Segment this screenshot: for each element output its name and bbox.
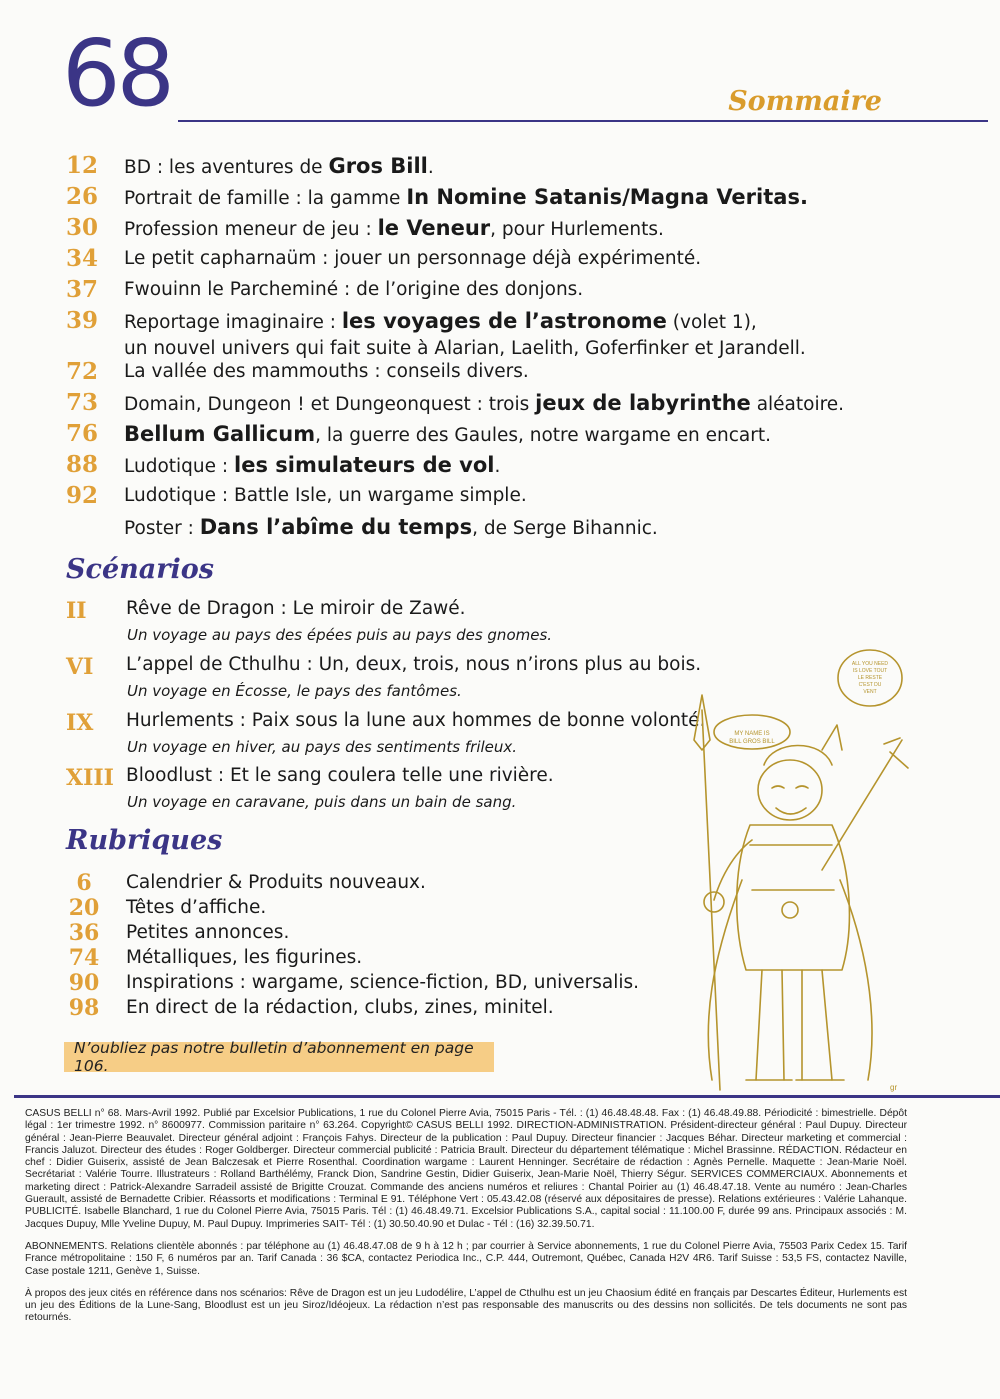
toc-entry-text-block: [124, 245, 701, 273]
rubrique-page-number: 90: [68, 969, 100, 996]
scenario-subtitle: Un voyage en Écosse, le pays des fantômes.: [127, 682, 462, 700]
toc-highlight: Gros Bill: [328, 154, 428, 178]
toc-entry-text-block: [124, 420, 771, 450]
toc-text-part: , la guerre des Gaules, notre wargame en encart.: [315, 425, 771, 446]
imprint: [25, 1108, 907, 1335]
rubrique-number-cell: [66, 945, 126, 971]
scenario-item: [66, 765, 726, 815]
toc-entry-text-block: [124, 276, 583, 304]
rubrique-number-cell: [66, 895, 126, 921]
rubriques-list: [66, 870, 766, 1020]
scenario-number: XIII: [66, 765, 114, 791]
toc-highlight: les simulateurs de vol: [234, 453, 495, 477]
toc-entry-text: [124, 214, 664, 244]
rubrique-item: [66, 995, 766, 1020]
rubrique-text: Petites annonces.: [126, 922, 290, 943]
scenario-item: [66, 654, 726, 704]
toc-entry: [66, 358, 966, 389]
toc-entry-text: [124, 482, 527, 510]
rubrique-text: Têtes d’affiche.: [126, 897, 267, 918]
toc-highlight: le Veneur: [377, 216, 491, 240]
footer-rule: [14, 1095, 1000, 1098]
rubrique-item: [66, 920, 766, 945]
rubrique-item: [66, 870, 766, 895]
rubrique-item: [66, 970, 766, 995]
scenario-title: Hurlements : Paix sous la lune aux hommes de bonne volonté.: [126, 710, 706, 731]
toc-text-part: .: [427, 157, 434, 178]
rubrique-number-cell: [66, 920, 126, 946]
rubrique-page-number: 36: [68, 919, 100, 946]
rubrique-text: Inspirations : wargame, science-fiction, BD, universalis.: [126, 972, 640, 993]
rubrique-item: [66, 945, 766, 970]
imprint-paragraph: ABONNEMENTS. Relations clientèle abonnés : par téléphone au (1) 46.48.47.08 de 9 h à 12 h ; par courrier à Service abonnements, 1 rue du Colonel Pierre Avia, 75503 Parix Cedex 15. Tarif France métropolitaine : 150 F, 6 numéros par an. Tarif Canada : 36 $CA, contactez Periodica Inc., C.P. 444, Outremont, Québec, Canada H2V 4R6. Tarif Suisse : 53,5 FS, contactez Naville, Case postale 1211, Genève 1, Suisse.: [25, 1240, 907, 1277]
toc-entry-text: [124, 513, 658, 543]
toc-entry: [66, 214, 966, 245]
toc-entry-text: [124, 183, 808, 213]
toc-entry: [66, 276, 966, 307]
scenario-title: Bloodlust : Et le sang coulera telle une rivière.: [126, 765, 554, 786]
imprint-paragraph: CASUS BELLI n° 68. Mars-Avril 1992. Publié par Excelsior Publications, 1 rue du Colonel Pierre Avia, 75015 Paris - Tél. : (1) 46.48.48.48. Fax : (1) 46.48.49.88. Périodicité : bimestrielle. Dépôt légal : 1er trimestre 1992. n° 8600977. Commission paritaire n° 63.264. Copyright© CASUS BELLI 1992. DIRECTION-ADMINISTRATION. Président-directeur général : Paul Dupuy. Directeur général : Jean-Pierre Beauvalet. Directeur général adjoint : François Fahys. Directeur de la publication : Paul Dupuy. Directeur financier : Jacques Béhar. Directeur marketing et commercial : Francis Jaluzot. Directeur des études : Roger Goldberger. Directeur commercial publicité : Patricia Brault. Directeur du département télématique : Michel Brassinne. RÉDACTION. Rédacteur en chef : Didier Guiserix, assisté de Jean Balczesak et Pierre Rosenthal. Coordination wargame : Laurent Henninger. Secrétaire de rédaction : Agnès Pernelle. Maquette : Jean-Marie Noël. Secrétariat : Valérie Tourre. Illustrateurs : Rolland Barthélémy, Franck Dion, Sandrine Gestin, Didier Guiserix, Jean-Marie Noël, Thierry Ségur. SERVICES COMMERCIAUX. Abonnements et marketing direct : Patrick-Alexandre Sarradeil assisté de Brigitte Crouzat. Commande des anciens numéros et reliures : Chantal Poirier au (1) 46.48.47.18. Vente au numéro : Jean-Charles Guerault, assisté de Bernadette Cribier. Réassorts et modifications : Terminal E 91. Téléphone Vert : 05.43.42.08 (réservé aux dépositaires de presse). Relations extérieures : Valérie Lahanque. PUBLICITÉ. Isabelle Blanchard, 1 rue du Colonel Pierre Avia, 75015 Paris. Tél : (1) 46.48.49.71. Excelsior Publications S.A., capital social : 11.100.00 F, durée 99 ans. Principaux associés : M. Jacques Dupuy, Mlle Yveline Dupuy, M. Paul Dupuy. Imprimeries SAIT- Tél : (1) 30.50.40.90 et Dulac - Tél : (16) 32.39.50.71.: [25, 1108, 907, 1230]
toc-entry: [66, 482, 966, 513]
toc-highlight: les voyages de l’astronome: [341, 309, 667, 333]
toc-text-part: , pour Hurlements.: [490, 219, 664, 240]
toc-entry: [66, 152, 966, 183]
scenario-number: IX: [66, 710, 94, 736]
toc-entry-text-block: [124, 152, 434, 182]
toc-entry-text: [124, 420, 771, 450]
toc-entry-text-block: [124, 451, 500, 481]
toc-page-number: 88: [66, 451, 99, 478]
toc-entry-text: [124, 307, 806, 337]
toc-entry-text-block: [124, 389, 844, 419]
scenario-subtitle: Un voyage au pays des épées puis au pays des gnomes.: [127, 626, 553, 644]
toc-text-part: Fwouinn le Parcheminé : de l’origine des donjons.: [124, 279, 584, 300]
scenario-item: [66, 598, 726, 648]
subscription-note: N’oubliez pas notre bulletin d’abonnement en page 106.: [64, 1042, 494, 1072]
toc-highlight: jeux de labyrinthe: [535, 391, 751, 415]
header-rule: [178, 120, 988, 122]
toc-entry-text-block: [124, 358, 529, 386]
rubrique-text: Calendrier & Produits nouveaux.: [126, 872, 426, 893]
rubrique-item: [66, 895, 766, 920]
toc-entry-text-block: [124, 183, 808, 213]
rubrique-text: En direct de la rédaction, clubs, zines, minitel.: [126, 997, 554, 1018]
toc-entry-text: [124, 451, 500, 481]
toc-entry-text-block: [124, 482, 527, 510]
page-title: Sommaire: [728, 86, 882, 117]
toc-highlight: In Nomine Satanis/Magna Veritas.: [406, 185, 808, 209]
toc-entry: [66, 451, 966, 482]
toc-entry-text: [124, 245, 701, 273]
scenario-subtitle: Un voyage en hiver, au pays des sentiments frileux.: [127, 738, 518, 756]
rubrique-page-number: 6: [76, 869, 92, 896]
rubrique-page-number: 98: [68, 994, 100, 1021]
gros-bill-illustration: [672, 640, 912, 1095]
scenario-title: Rêve de Dragon : Le miroir de Zawé.: [126, 598, 466, 619]
toc-text-part: BD : les aventures de: [124, 157, 329, 178]
issue-number: 68: [62, 20, 172, 127]
toc-text-part: Portrait de famille : la gamme: [124, 188, 407, 209]
toc-entry: [66, 245, 966, 276]
scenario-subtitle: Un voyage en caravane, puis dans un bain de sang.: [127, 793, 517, 811]
scenarios-title: Scénarios: [66, 554, 214, 585]
table-of-contents: [66, 152, 966, 541]
toc-entry: [66, 307, 966, 358]
toc-text-part: Domain, Dungeon ! et Dungeonquest : trois: [124, 394, 536, 415]
toc-page-number: 92: [66, 482, 99, 509]
toc-entry-line2: un nouvel univers qui fait suite à Alarian, Laelith, Goferfinker et Jarandell.: [124, 338, 806, 359]
toc-page-number: 73: [66, 389, 99, 416]
toc-page-number: 30: [66, 214, 99, 241]
bubble-2-text: MY NAME IS BILL GROS BILL: [729, 731, 775, 745]
toc-text-part: Ludotique :: [124, 456, 235, 477]
toc-page-number: 26: [66, 183, 99, 210]
toc-entry: [66, 420, 966, 451]
toc-entry-text-block: [124, 307, 806, 361]
toc-text-part: , de Serge Bihannic.: [472, 518, 658, 539]
rubrique-number-cell: [66, 870, 126, 896]
toc-text-part: Le petit capharnaüm : jouer un personnage déjà expérimenté.: [124, 248, 702, 269]
rubrique-page-number: 74: [68, 944, 100, 971]
toc-page-number: 12: [66, 152, 99, 179]
toc-text-part: .: [494, 456, 501, 477]
rubrique-text: Métalliques, les figurines.: [126, 947, 363, 968]
toc-entry-text: [124, 152, 434, 182]
toc-text-part: aléatoire.: [750, 394, 845, 415]
rubrique-number-cell: [66, 970, 126, 996]
rubrique-page-number: 20: [68, 894, 100, 921]
toc-text-part: Profession meneur de jeu :: [124, 219, 378, 240]
scenario-number: VI: [66, 654, 94, 680]
toc-entry-text: [124, 389, 844, 419]
rubriques-title: Rubriques: [66, 825, 223, 856]
toc-entry: [66, 389, 966, 420]
toc-text-part: Reportage imaginaire :: [124, 312, 342, 333]
toc-page-number: 37: [66, 276, 99, 303]
toc-entry: [66, 513, 966, 541]
toc-page-number: 76: [66, 420, 99, 447]
toc-page-number: 72: [66, 358, 99, 385]
toc-text-part: Poster :: [124, 518, 200, 539]
toc-highlight: Dans l’abîme du temps: [199, 515, 473, 539]
toc-page-number: 39: [66, 307, 99, 334]
toc-text-part: Ludotique : Battle Isle, un wargame simple.: [124, 485, 527, 506]
rubrique-number-cell: [66, 995, 126, 1021]
toc-entry-text: [124, 276, 583, 304]
imprint-paragraph: À propos des jeux cités en référence dans nos scénarios: Rêve de Dragon est un jeu Ludodélire, L’appel de Cthulhu est un jeu Chaosium édité en français par Descartes Éditeur, Hurlements est un jeu des Éditions de la Lune-Sang, Bloodlust est un jeu Siroz/Idéojeux. La rédaction n’est pas responsable des manuscrits ou des dessins non sollicités. De tels documents ne sont pas retournés.: [25, 1287, 907, 1324]
toc-highlight: Bellum Gallicum: [124, 422, 316, 446]
bubble-1-text: ALL YOU NEED IS LOVE TOUT LE RESTE C'EST DU VENT: [851, 661, 889, 695]
toc-text-part: (volet 1),: [666, 312, 757, 333]
toc-entry-text: [124, 358, 529, 386]
artist-signature: gr: [890, 1083, 898, 1092]
toc-entry-text-block: [124, 513, 658, 543]
toc-page-number: 34: [66, 245, 99, 272]
toc-entry: [66, 183, 966, 214]
scenario-item: [66, 710, 726, 760]
scenario-title: L’appel de Cthulhu : Un, deux, trois, nous n’irons plus au bois.: [126, 654, 702, 675]
toc-text-part: La vallée des mammouths : conseils divers.: [124, 361, 529, 382]
toc-entry-text-block: [124, 214, 664, 244]
scenario-number: II: [66, 598, 87, 624]
